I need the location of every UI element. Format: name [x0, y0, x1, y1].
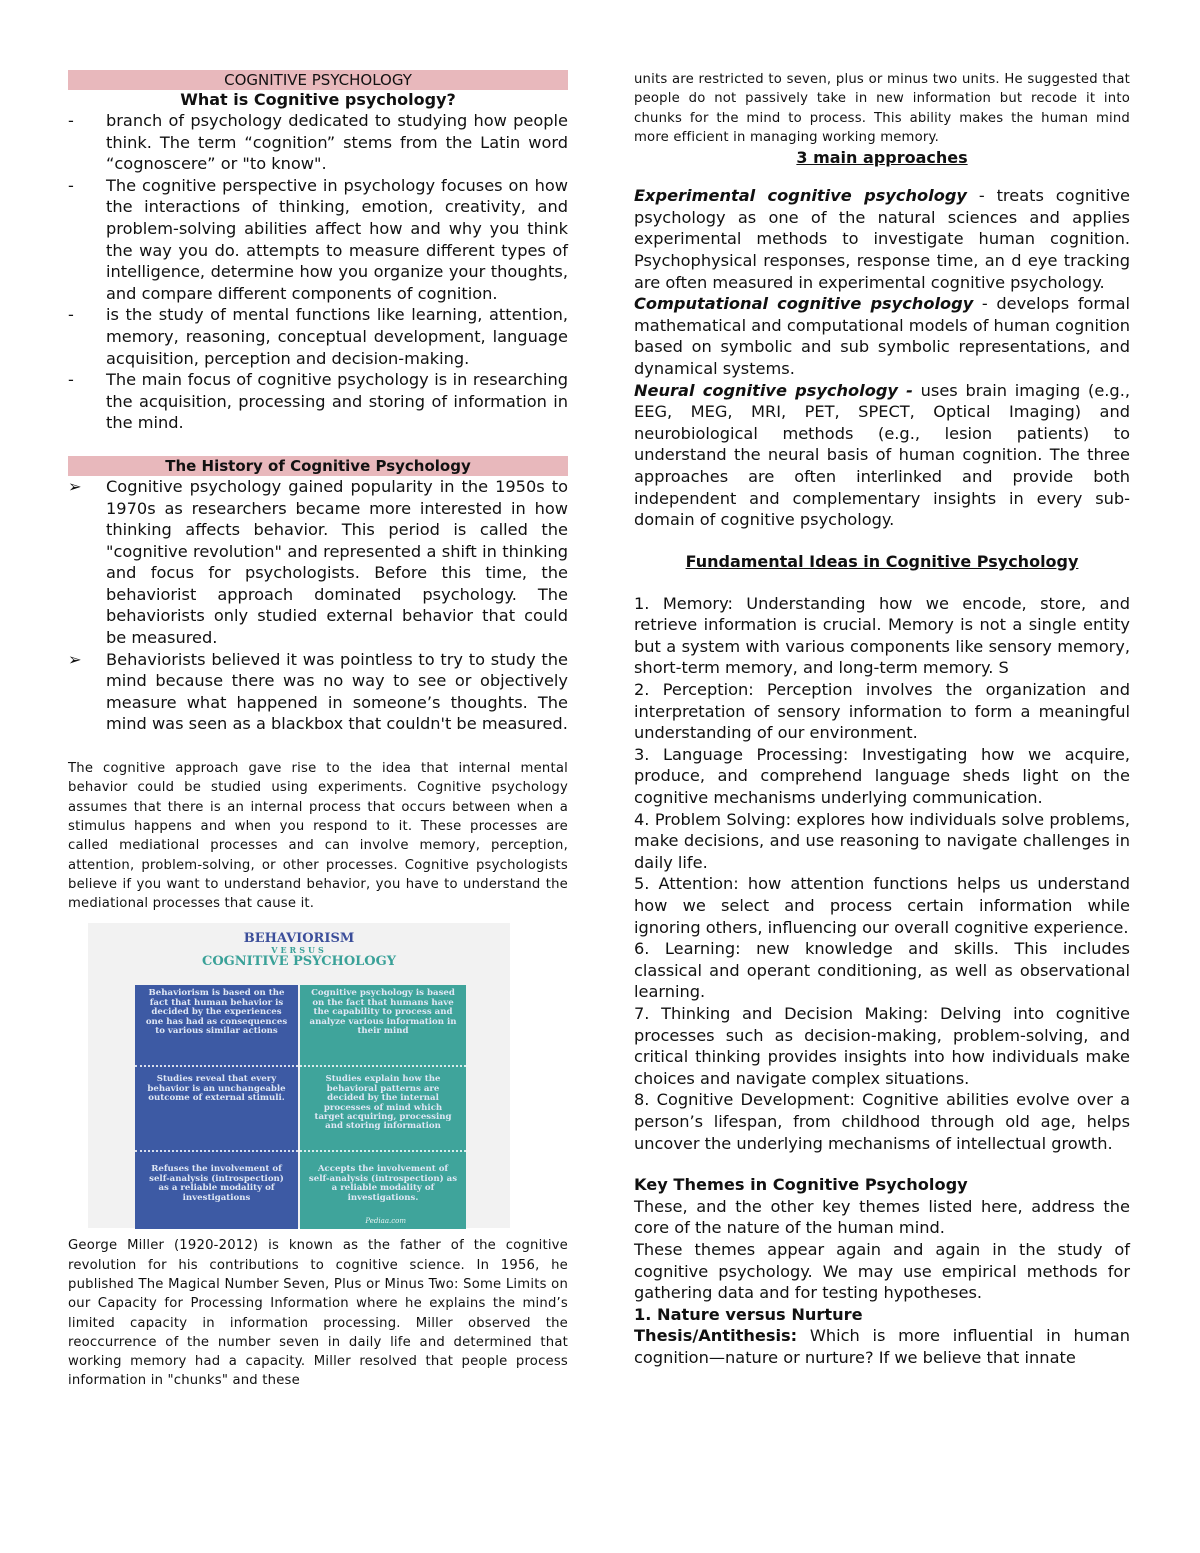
approach-experimental: Experimental cognitive psychology - treats cognitive psychology as one of the natural sciences and applies experimental methods to investigate human cognition. Psychophysical responses, response time, an d eye tracking are often measured in experimental cognitive psychology. — [634, 186, 1131, 292]
list-item: - is the study of mental functions like learning, attention, memory, reasoning, conceptual development, language acquisition, perception and decision-making. — [68, 305, 568, 368]
dash-marker: - — [68, 111, 74, 130]
right-column — [634, 70, 1130, 1368]
thesis-label: Thesis/Antithesis: — [634, 1326, 798, 1346]
fundamental-item: 7. Thinking and Decision Making: Delving into cognitive processes such as decision-making, problem-solving, and critical thinking provides insights into how individuals make choices and navigate complex situations. — [634, 1003, 1130, 1088]
approach-name: Computational cognitive psychology — [634, 294, 974, 314]
figure-cell: Studies explain how the behavioral patterns are decided by the internal processes of mind which target acquiring, processing and storing information — [314, 1074, 452, 1132]
figure-title: BEHAVIORISM — [243, 931, 355, 947]
fundamental-item: 6. Learning: new knowledge and skills. This includes classical and operant conditioning, as well as observational learning. — [634, 939, 1130, 1002]
fundamental-ideas-heading: Fundamental Ideas in Cognitive Psychology — [685, 551, 1079, 571]
key-themes-paragraph: These themes appear again and again in the study of cognitive psychology. We may use empirical methods for gathering data and for testing hypotheses. — [634, 1239, 1130, 1303]
figure-divider — [135, 1065, 298, 1067]
dash-marker: - — [68, 370, 74, 390]
figure-cell: Studies reveal that every behavior is an unchangeable outcome of external stimuli. — [147, 1074, 286, 1104]
fundamental-item: 8. Cognitive Development: Cognitive abilities evolve over a person’s lifespan, from childhood through old age, helps uncover the underlying mechanisms of intellectual growth. — [634, 1090, 1130, 1153]
arrow-marker-icon: ➢ — [68, 476, 82, 496]
left-column — [68, 70, 568, 1391]
cognitive-column — [300, 985, 466, 1229]
figure-versus: VERSUS — [271, 945, 327, 956]
behaviorism-vs-cognitive-figure — [88, 923, 510, 1228]
approach-neural: Neural cognitive psychology - uses brain imaging (e.g., EEG, MEG, MRI, PET, SPECT, Optical Imaging) and neurobiological methods (e.g., lesion patients) to understand the neural basis of human cognition. The three approaches are often interlinked and provide both independent and complementary insights in every sub-domain of cognitive psychology. — [634, 380, 1130, 530]
behaviorism-column — [135, 985, 298, 1229]
figure-cell: Accepts the involvement of self-analysis (introspection) as a reliable modality of investigations. — [308, 1164, 458, 1203]
figure-cell: Behaviorism is based on the fact that human behavior is decided by the experiences one has had as consequences to various similar actions — [145, 988, 288, 1037]
fundamental-item: 1. Memory: Understanding how we encode, store, and retrieve information is crucial. Memory is not a single entity but a system with various components like sensory memory, short-term memory, and long-term memory. S — [634, 593, 1130, 678]
what-is-heading: What is Cognitive psychology? — [180, 90, 456, 109]
figure-divider — [300, 1065, 466, 1067]
history-list — [68, 476, 568, 735]
fundamental-item: 2. Perception: Perception involves the organization and interpretation of sensory information to form a meaningful understanding of our environment. — [634, 680, 1130, 743]
what-is-list — [68, 110, 568, 434]
fundamental-item: 5. Attention: how attention functions helps us understand how we select and process certain information while ignoring others, influencing our overall cognitive experience. — [634, 874, 1130, 937]
list-item: - The main focus of cognitive psychology is in researching the acquisition, processing and storing of information in the mind. — [68, 370, 568, 433]
fundamental-item: 3. Language Processing: Investigating how we acquire, produce, and comprehend language sheds light on the cognitive mechanisms underlying communication. — [634, 744, 1130, 808]
approach-name: Experimental cognitive psychology — [634, 186, 967, 206]
nature-nurture-heading: 1. Nature versus Nurture — [634, 1304, 863, 1324]
list-item: - branch of psychology dedicated to studying how people think. The term “cognition” stems from the Latin word “cognoscere” or "to know". — [68, 111, 568, 174]
miller-paragraph: George Miller (1920-2012) is known as the father of the cognitive revolution for his contributions to cognitive science. In 1956, he published The Magical Number Seven, Plus or Minus Two: Some Limits on our Capacity for Processing Information where he explains the mind’s limited capacity in information processing. Miller observed the reoccurrence of the number seven in daily life and determined that working memory had a capacity. Miller resolved that people process information in "chunks" and these — [68, 1238, 568, 1389]
figure-credit: Pediaa.com — [365, 1217, 406, 1226]
approach-computational: Computational cognitive psychology - develops formal mathematical and computational models of human cognition based on symbolic and sub symbolic representations, and dynamical systems. — [634, 294, 1130, 378]
list-item: ➢ Behaviorists believed it was pointless to try to study the mind because there was no way to see or objectively measure what happened in someone’s thoughts. The mind was seen as a blackbox that couldn't be measured. — [68, 649, 568, 734]
fundamental-item: 4. Problem Solving: explores how individuals solve problems, make decisions, and use reasoning to navigate challenges in daily life. — [634, 809, 1130, 872]
thesis-paragraph: Thesis/Antithesis: Which is more influential in human cognition—nature or nurture? If we believe that innate — [634, 1326, 1130, 1367]
key-themes-paragraph: These, and the other key themes listed here, address the core of the nature of the human mind. — [634, 1196, 1130, 1238]
history-banner: The History of Cognitive Psychology — [68, 456, 568, 476]
figure-cell: Refuses the involvement of self-analysis (introspection) as a reliable modality of investigations — [149, 1164, 284, 1203]
key-themes-heading: Key Themes in Cognitive Psychology — [634, 1175, 968, 1195]
figure-divider — [300, 1150, 466, 1152]
dash-marker: - — [68, 305, 74, 325]
section-banner-cognitive-psychology: COGNITIVE PSYCHOLOGY — [68, 70, 568, 90]
list-item: - The cognitive perspective in psychology focuses on how the interactions of thinking, emotion, creativity, and problem-solving abilities affect how and why you think the way you do. attempts to measure different types of intelligence, determine how you organize your thoughts, and compare different components of cognition. — [68, 175, 568, 303]
approach-paragraph: The cognitive approach gave rise to the idea that internal mental behavior could be studied using experiments. Cognitive psychology assumes that there is an internal process that occurs between when a stimulus happens and when you respond to it. These processes are called mediational processes and can involve memory, perception, attention, problem-solving, or other processes. Cognitive psychologists believe if you want to understand behavior, you have to understand the mediational processes that cause it. — [68, 761, 568, 912]
dash-marker: - — [68, 175, 74, 195]
miller-continued-paragraph: units are restricted to seven, plus or minus two units. He suggested that people do not passively take in new information but recode it into chunks for the mind to process. This ability makes the human mind more efficient in managing working memory. — [634, 72, 1130, 145]
figure-divider — [135, 1150, 298, 1152]
figure-cell: Cognitive psychology is based on the fact that humans have the capability to process and analyze various information in their mind — [309, 988, 457, 1037]
approaches-heading: 3 main approaches — [796, 148, 968, 168]
list-item: ➢ Cognitive psychology gained popularity in the 1950s to 1970s as researchers became more interested in how thinking affects behavior. This period is called the "cognitive revolution" and represented a shift in thinking and focus for psychologists. Before this time, the behaviorist approach dominated psychology. The behaviorists only studied external behavior that could be measured. — [68, 476, 568, 648]
figure-subtitle: COGNITIVE PSYCHOLOGY — [201, 954, 397, 970]
arrow-marker-icon: ➢ — [68, 649, 82, 669]
approach-name: Neural cognitive psychology - — [634, 380, 913, 400]
